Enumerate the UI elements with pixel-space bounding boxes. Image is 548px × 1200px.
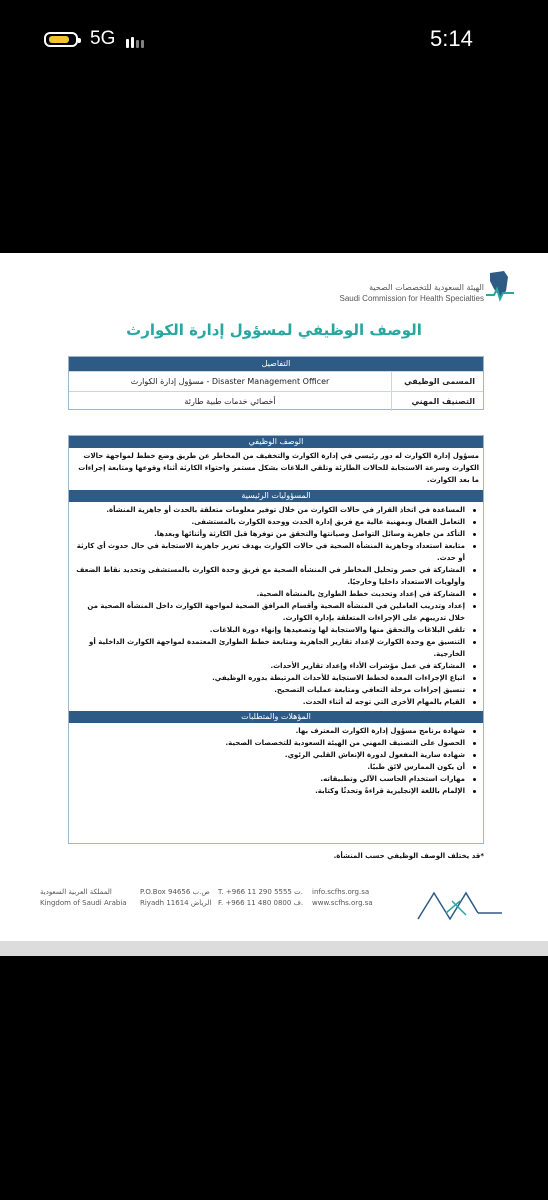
responsibilities-list (69, 502, 483, 711)
details-table (68, 356, 484, 410)
list-item: التأكد من جاهزية وسائل التواصل وصيانتها والتحقق من توفرها قبل الكارثة وأثنائها وبعدها. (73, 528, 465, 540)
row-label: المسمى الوظيفي (391, 372, 483, 391)
list-item: التنسيق مع وحدة الكوارث لإعداد تقارير الجاهزية ومتابعة خطط الطوارئ المعتمدة لمواجهة الكوارث الداخلية أو الخارجية. (73, 636, 465, 660)
website: www.scfhs.org.sa (312, 899, 373, 907)
qualifications-list (69, 723, 483, 800)
tel: T. +966 11 290 5555 ت. (218, 888, 303, 896)
battery-level (49, 36, 69, 43)
network-label: 5G (90, 28, 116, 49)
scfhs-logo-icon (486, 267, 514, 307)
row-value: مسؤول إدارة الكوارث - Disaster Management Officer (130, 377, 330, 386)
responsibilities-header: المسؤوليات الرئيسية (69, 490, 483, 502)
list-item: اتباع الإجراءات المعدة لخطط الاستجابة للأحداث المرتبطة بدوره الوظيفي. (73, 672, 465, 684)
fax: F. +966 11 480 0800 ف. (218, 899, 304, 907)
details-header: التفاصيل (69, 357, 483, 371)
kingdom-ar: المملكة العربية السعودية (40, 888, 112, 896)
list-item: شهادة سارية المفعول لدورة الإنعاش القلبي الرئوي. (73, 749, 465, 761)
email: info.scfhs.org.sa (312, 888, 370, 896)
logo-name-ar: الهيئة السعودية للتخصصات الصحية (369, 283, 484, 292)
status-bar (0, 0, 548, 80)
qualifications-header: المؤهلات والمتطلبات (69, 711, 483, 723)
list-item: إعداد وتدريب العاملين في المنشأة الصحية وأقسام المرافق الصحية لمواجهة الكوارث داخل المنشأة الصحية من خلال تدريبهم على الإجراءات المتعلقة بإدارة الكوارث. (73, 600, 465, 624)
page-footer (40, 883, 508, 923)
list-item: المشاركة في إعداد وتحديث خطط الطوارئ بالمنشأة الصحية. (73, 588, 465, 600)
list-item: تنسيق إجراءات مرحلة التعافي ومتابعة عمليات التصحيح. (73, 684, 465, 696)
signal-icon (126, 34, 156, 48)
job-description-header: الوصف الوظيفي (69, 436, 483, 448)
table-row (69, 371, 483, 391)
list-item: المشاركة في عمل مؤشرات الأداء وإعداد تقارير الأحداث. (73, 660, 465, 672)
description-table (68, 435, 484, 844)
kingdom-en: Kingdom of Saudi Arabia (40, 899, 127, 907)
list-item: تلقي البلاغات والتحقق منها والاستجابة لها وتصعيدها وإنهاء دورة البلاغات. (73, 624, 465, 636)
list-item: التعامل الفعال وبمهنية عالية مع فريق إدارة الحدث ووحدة الكوارث بالمستشفى. (73, 516, 465, 528)
row-label: التصنيف المهني (391, 392, 483, 411)
job-description-text: مسؤول إدارة الكوارث له دور رئيسي في إدارة الكوارث والتخفيف من المخاطر عن طريق وضع خطط لمواجهة حالات الكوارث وسرعة الاستجابة للحالات الطارئة وتلقي البلاغات بشكل مستمر واحتواء الكارثة أثناء وقوعها ومتابعة إجراءات ما بعد الكوارث. (78, 452, 479, 484)
battery-icon (44, 32, 78, 47)
document-page (0, 253, 548, 956)
footer-phone (218, 887, 303, 909)
page-bottom-edge (0, 941, 548, 956)
clock: 5:14 (430, 26, 473, 51)
footnote: *قد يختلف الوصف الوظيفي حسب المنشأة. (333, 852, 484, 860)
footer-kingdom (40, 887, 127, 909)
list-item: مهارات استخدام الحاسب الآلي وتطبيقاته. (73, 773, 465, 785)
footer-web (312, 887, 373, 909)
list-item: المشاركة في حصر وتحليل المخاطر في المنشأة الصحية مع فريق وحدة الكوارث بالمستشفى وتحديد نقاط الضعف وأولويات الاستعداد داخليا وخارجيًا. (73, 564, 465, 588)
footer-address (140, 887, 211, 909)
table-row (69, 391, 483, 411)
list-item: الإلمام باللغة الإنجليزية قراءةً وتحدثًا وكتابة. (73, 785, 465, 797)
list-item: متابعة استعداد وجاهزية المنشأة الصحية في حالات الكوارث بهدف تعزيز جاهزية الاستجابة في حال حدوث أي كارثة أو حدث. (73, 540, 465, 564)
list-item: القيام بالمهام الأخرى التي توجه له أثناء الحدث. (73, 696, 465, 708)
list-item: المساعدة في اتخاذ القرار في حالات الكوارث من خلال توفير معلومات متعلقة بالحدث أو جاهزية المنشأة. (73, 504, 465, 516)
list-item: أن يكون الممارس لائق طبيًا. (73, 761, 465, 773)
list-item: شهادة برنامج مسؤول إدارة الكوارث المعترف بها. (73, 725, 465, 737)
row-value: أخصائي خدمات طبية طارئة (184, 397, 276, 406)
logo-name-en: Saudi Commission for Health Specialties (339, 294, 484, 303)
riyadh: Riyadh 11614 الرياض (140, 899, 212, 907)
pobox: P.O.Box 94656 ص.ب (140, 888, 210, 896)
list-item: الحصول على التصنيف المهني من الهيئة السعودية للتخصصات الصحية. (73, 737, 465, 749)
page-title: الوصف الوظيفي لمسؤول إدارة الكوارث (126, 321, 422, 339)
footer-wave-icon (416, 883, 506, 923)
